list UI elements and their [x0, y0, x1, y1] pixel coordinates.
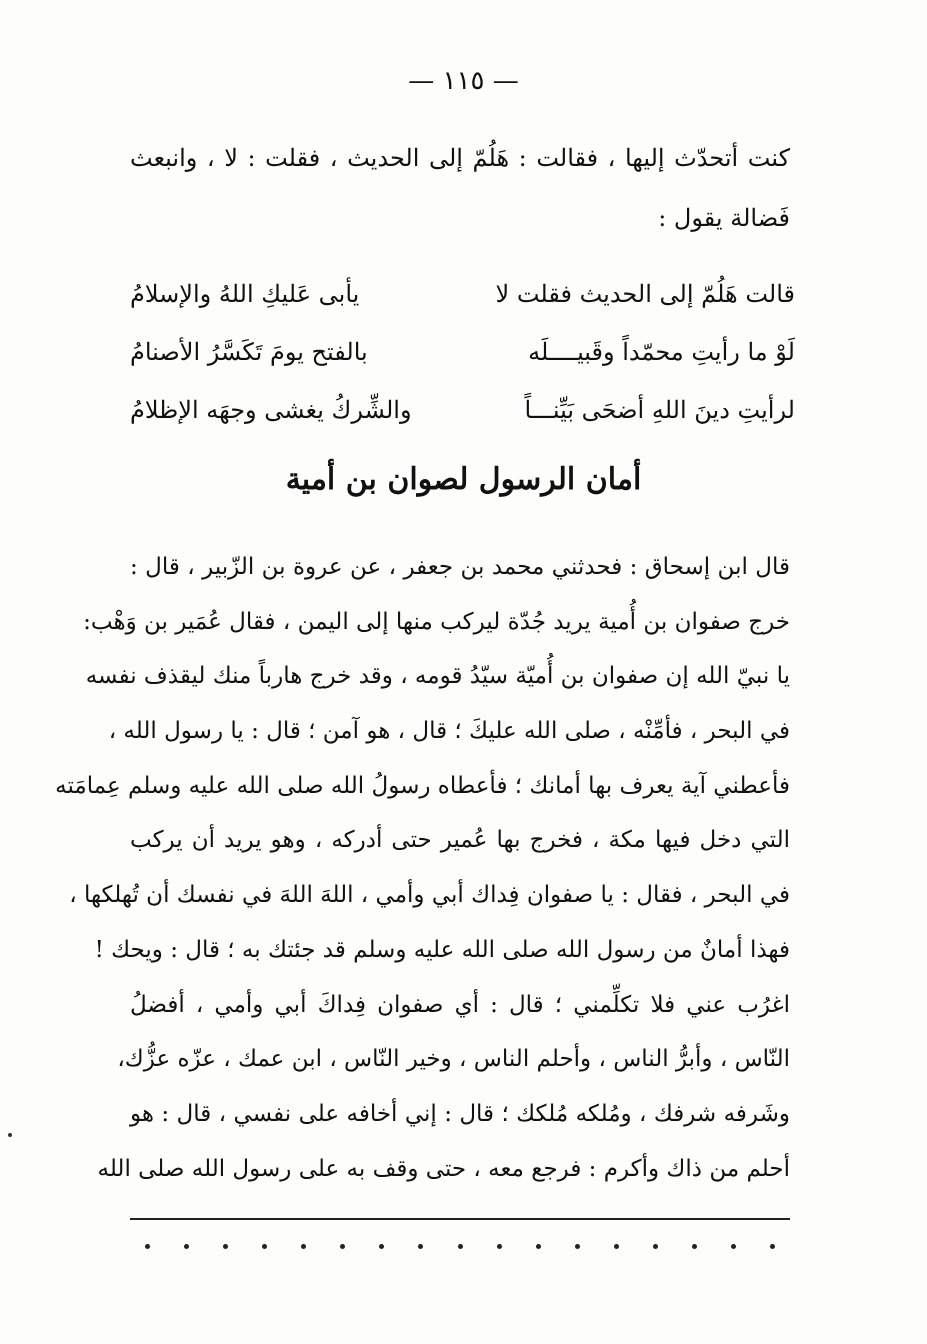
- body-line: في البحر ، فقال : يا صفوان فِداك أبي وأمي ، اللهَ اللهَ في نفسك أن تُهلكها ،: [69, 882, 790, 909]
- body-line: النّاس ، وأبرُّ الناس ، وأحلم الناس ، وخير النّاس ، ابن عمك ، عزّه عزُّك،: [117, 1046, 790, 1073]
- footer-dot: [184, 1244, 189, 1249]
- footer-dot: [731, 1244, 736, 1249]
- body-line: التي دخل فيها مكة ، فخرج بها عُمير حتى أدركه ، وهو يريد أن يركب: [130, 827, 790, 854]
- body-paragraph: [55, 540, 790, 1196]
- footer-dot: [301, 1244, 306, 1249]
- intro-paragraph: [130, 128, 790, 248]
- verse-second-hemistich: والشِّركُ يغشى وجهَه الإظلامُ: [130, 396, 412, 424]
- footer-dot: [497, 1244, 502, 1249]
- body-line: اغرُب عني فلا تكلِّمني ؛ قال : أي صفوان فِداكَ أبي وأمي ، أفضلُ: [130, 991, 790, 1018]
- page-number: — ١١٥ —: [408, 66, 519, 96]
- poem-verse: [130, 381, 795, 439]
- verse-second-hemistich: يأبى عَليكِ اللهُ والإسلامُ: [130, 280, 360, 308]
- footer-dot: [145, 1244, 150, 1249]
- footer-dot: [458, 1244, 463, 1249]
- footer-dot: [340, 1244, 345, 1249]
- footer-dot: [575, 1244, 580, 1249]
- footer-dot-row: [145, 1244, 775, 1249]
- intro-text: كنت أتحدّث إليها ، فقالت : هَلُمّ إلى الحديث ، فقلت : لا ، وانبعث فَضالة يقول :: [130, 144, 790, 232]
- poem-verse: [130, 323, 795, 381]
- footer-dot: [536, 1244, 541, 1249]
- verse-first-hemistich: لَوْ ما رأيتِ محمّداً وقَبيــــلَه: [528, 338, 795, 366]
- body-line: يا نبيّ الله إن صفوان بن أُميّة سيّدُ قومه ، وقد خرج هارباً منك ليقذف نفسه: [85, 663, 790, 690]
- verse-first-hemistich: لرأيتِ دينَ اللهِ أضحَى بَيِّنـــاً: [524, 396, 795, 424]
- verse-first-hemistich: قالت هَلُمّ إلى الحديث فقلت لا: [495, 280, 795, 308]
- poem: [130, 265, 795, 439]
- body-line: فأعطني آية يعرف بها أمانك ؛ فأعطاه رسولُ الله صلى الله عليه وسلم عِمامَته: [55, 772, 790, 799]
- body-line: أحلم من ذاك وأكرم : فرجع معه ، حتى وقف به على رسول الله صلى الله: [97, 1155, 790, 1182]
- footer-dot: [653, 1244, 658, 1249]
- footer-dot: [692, 1244, 697, 1249]
- footer-dot: [770, 1244, 775, 1249]
- print-speck: [8, 1133, 12, 1137]
- body-line: قال ابن إسحاق : فحدثني محمد بن جعفر ، عن عروة بن الزّبير ، قال :: [130, 554, 790, 580]
- footer-dot: [379, 1244, 384, 1249]
- footer-dot: [418, 1244, 423, 1249]
- footer-dot: [262, 1244, 267, 1249]
- body-line: في البحر ، فأمِّنْه ، صلى الله عليكَ ؛ قال ، هو آمن ؛ قال : يا رسول الله ،: [108, 718, 790, 745]
- verse-second-hemistich: بالفتح يومَ تَكَسَّرُ الأصنامُ: [130, 338, 368, 366]
- body-line: فهذا أمانٌ من رسول الله صلى الله عليه وسلم قد جئتك به ؛ قال : ويحك !: [94, 936, 790, 963]
- footer-dot: [614, 1244, 619, 1249]
- footer-dot: [223, 1244, 228, 1249]
- footer-rule: [130, 1218, 790, 1220]
- body-line: خرج صفوان بن أُمية يريد جُدّة ليركب منها إلى اليمن ، فقال عُمَير بن وَهْب:: [83, 608, 790, 635]
- poem-verse: [130, 265, 795, 323]
- body-line: وشَرفه شرفك ، ومُلكه مُلكك ؛ قال : إني أخافه على نفسي ، قال : هو: [130, 1100, 790, 1127]
- section-title: أمان الرسول لصوان بن أمية: [285, 462, 642, 497]
